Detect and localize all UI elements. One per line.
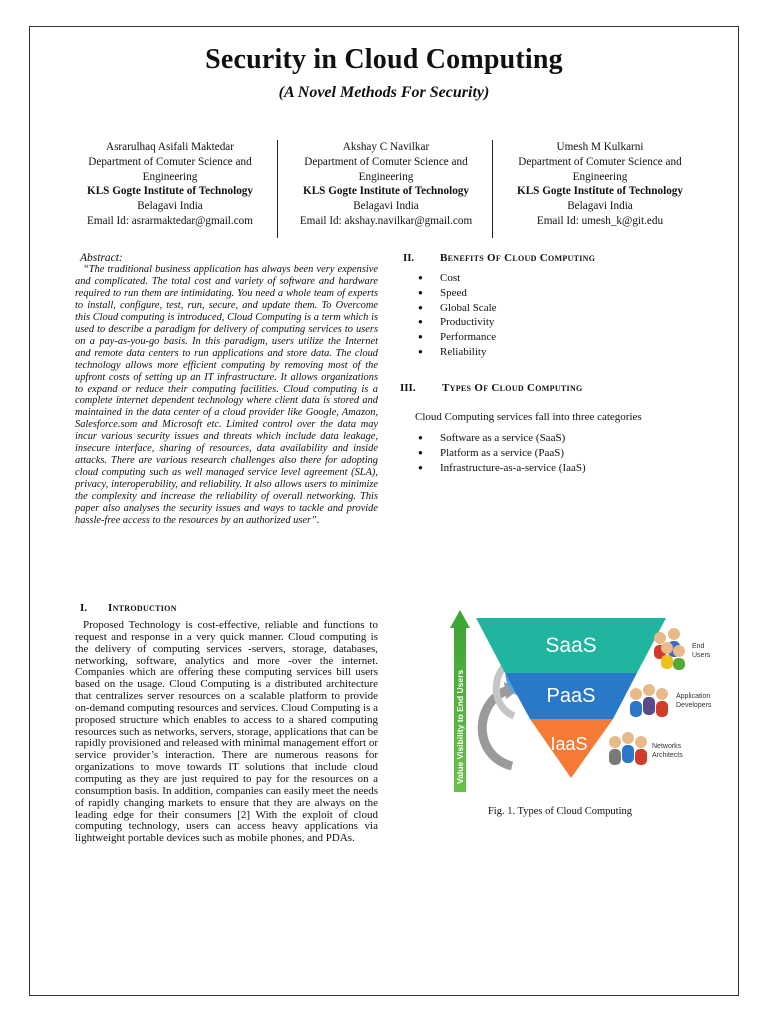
axis-arrow-icon [450,610,470,628]
section-number: I. [80,602,88,614]
figure-caption: Fig. 1. Types of Cloud Computing [487,806,633,817]
end-users-icon [654,628,685,670]
author-block-1 [64,140,276,229]
author-name: Akshay C Navilkar [342,141,430,153]
author-dept: Department of Comuter Science and [304,155,468,168]
role-label: Users [692,652,711,659]
types-list [418,431,586,475]
role-label: Networks [652,743,682,750]
author-location: Belagavi India [353,200,419,213]
author-divider [492,140,493,238]
saas-label: SaaS [545,634,597,657]
author-name: Umesh M Kulkarni [556,141,644,153]
section-number: II. [403,252,415,264]
author-block-2 [280,140,492,229]
author-dept-cont: Engineering [358,170,414,183]
author-email: Email Id: umesh_k@git.edu [536,214,664,227]
list-item: ● Infrastructure-as-a-service (IaaS) [418,461,586,476]
cloud-pyramid-figure [450,606,722,796]
author-name: Asrarulhaq Asifali Maktedar [106,141,234,153]
author-email: Email Id: akshay.navilkar@gmail.com [299,214,473,227]
role-label: End [692,643,705,650]
author-dept: Department of Comuter Science and [88,155,252,168]
section-title: Types Of Cloud Computing [442,382,583,394]
section-number: III. [400,382,416,394]
section-heading-benefits [403,252,595,264]
section-heading-introduction [80,602,177,614]
author-dept-cont: Engineering [572,170,628,183]
visibility-axis-label: Value Visibility to End Users [455,669,465,784]
abstract-label: Abstract: [80,252,123,264]
developers-icon [630,684,668,717]
list-item: ● Productivity [418,315,497,330]
author-location: Belagavi India [567,200,633,213]
architects-icon [609,732,647,765]
abstract-text: “The traditional business application has always been very expensive and complicated. The total cost and variety of software and hardware required to run them are intimidating. You need a whole team of experts to install, configure, test, run, secure, and update them. To Overcome this Cloud computing is introduced, Cloud Computing is a term which is used to describe a paradigm for delivery of computing services to users on a pay-as-you-go basis. In this paradigm, users utilize the Internet and remote data centers to run applications and store data. The cloud technology allows more efficient computing by removing most of the upfront costs of setting up an IT infrastructure. It allows organizations to expand or reduce their computing facilities. Cloud computing is a complete internet dependent technology where client data is stored and maintained in the data center of a cloud provider like Google, Amazon, Salesforce.som and Microsoft etc. Limited control over the data may incur various security issues and threats which include data leakage, insecure interface, sharing of resources, data availability and inside attacks. There are various research challenges also there for adopting cloud computing such as well managed service level agreement (SLA), privacy, interoperability, and reliability. It also allows users to minimize the complexity and increase the reliability of overall networking. This paper also analyses the security issues and ways to tackle and provide hassle-free access to the resources by an authorized user”. [75,264,378,527]
list-item: ● Reliability [418,345,497,360]
section-heading-types [400,382,583,394]
paas-label: PaaS [546,685,596,707]
introduction-text: Proposed Technology is cost-effective, reliable and functions to request and response in a very quick manner. Cloud computing is the delivery of computing services -servers, storage, databases, networking, software, analytics and more -over the internet. Companies which are offering these computing services bill users based on the usage. Cloud Computing is a distributed architecture that centralizes server resources on a scalable platform to provide on-demand computing resources and services. Cloud Computing is a proposed structure which enables to access to a shared computing resources such as networks, servers, storage, applications that can be rapidly provisioned and released with minimal management effort or service provider’s interaction. There are numerous reasons for organizations to move towards IT solutions that include cloud computing as they are just required to pay for the resources on a consumption basis. In addition, companies can easily meet the needs of rapidly changing markets to ensure that they are always on the leading edge for their consumers [2] With the exploit of cloud computing technology, users can access heavy applications via lightweight portable devices such as mobile phones, and PDAs. [75,619,378,845]
list-item: ● Platform as a service (PaaS) [418,446,586,461]
role-label: Developers [676,702,712,709]
role-label: Application [676,693,711,700]
section-title: Introduction [108,602,177,614]
author-divider [277,140,278,238]
types-intro: Cloud Computing services fall into three categories [415,411,642,423]
benefits-list [418,271,497,360]
author-location: Belagavi India [137,200,203,213]
author-institute: KLS Gogte Institute of Technology [517,185,683,198]
role-label: Architects [652,752,683,759]
author-email: Email Id: asrarmaktedar@gmail.com [87,214,253,227]
cloud-types-diagram [450,606,722,796]
paper-title: Security in Cloud Computing [205,44,563,75]
author-dept: Department of Comuter Science and [518,155,682,168]
author-block-3 [494,140,706,229]
list-item: ● Speed [418,286,497,301]
paper-subtitle: (A Novel Methods For Security) [278,84,490,101]
list-item: ● Performance [418,330,497,345]
iaas-label: IaaS [550,734,588,754]
section-title: Benefits Of Cloud Computing [440,252,596,264]
list-item: ● Global Scale [418,301,497,316]
author-institute: KLS Gogte Institute of Technology [87,185,253,198]
author-dept-cont: Engineering [142,170,198,183]
author-institute: KLS Gogte Institute of Technology [303,185,469,198]
list-item: ● Cost [418,271,497,286]
list-item: ● Software as a service (SaaS) [418,431,586,446]
